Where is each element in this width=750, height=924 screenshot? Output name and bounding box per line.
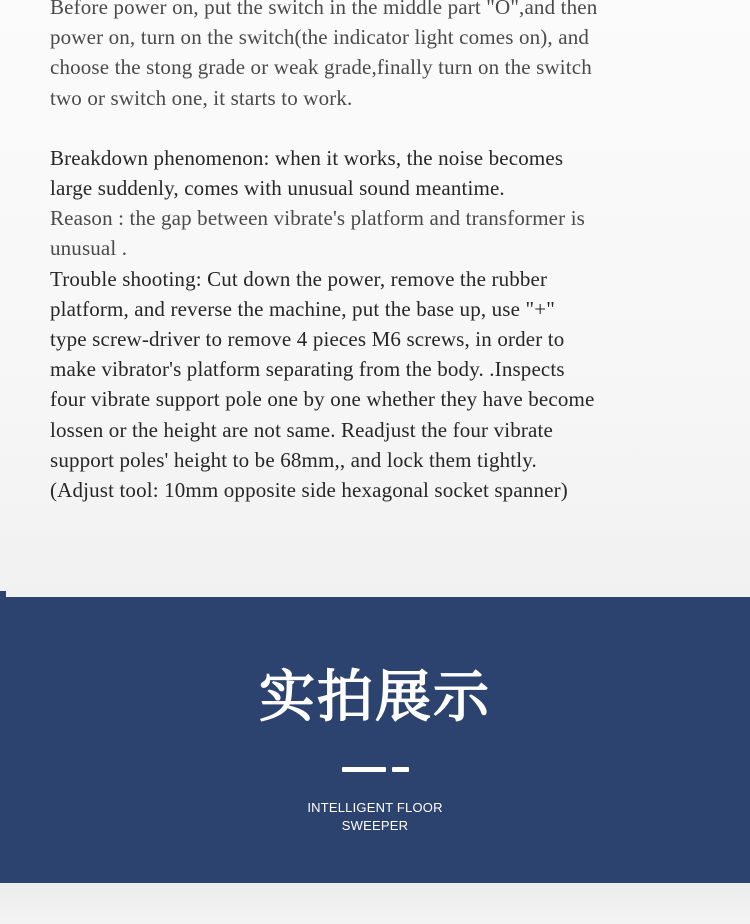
section-banner <box>0 597 750 883</box>
next-section-strip <box>0 883 750 924</box>
text-line: two or switch one, it starts to work. <box>50 85 353 110</box>
startup-instructions <box>50 0 690 113</box>
divider-long <box>342 767 386 772</box>
text-line: support poles' height to be 68mm,, and lock them tightly. <box>50 447 537 472</box>
text-line: make vibrator's platform separating from the body. .Inspects <box>50 357 565 382</box>
text-line: Before power on, put the switch in the middle part "O",and then <box>50 0 598 19</box>
text-line: lossen or the height are not same. Readjust the four vibrate <box>50 417 553 442</box>
subtitle-line: INTELLIGENT FLOOR <box>307 800 443 815</box>
text-line: large suddenly, comes with unusual sound meantime. <box>50 176 505 201</box>
text-line: unusual . <box>50 236 128 261</box>
banner-subtitle <box>0 799 750 835</box>
subtitle-line: SWEEPER <box>341 818 409 833</box>
text-line: choose the stong grade or weak grade,finally turn on the switch <box>50 55 592 80</box>
text-line: (Adjust tool: 10mm opposite side hexagonal socket spanner) <box>50 478 568 503</box>
text-line: Trouble shooting: Cut down the power, remove the rubber <box>50 266 548 291</box>
divider-short <box>392 767 409 772</box>
banner-title: 实拍展示 <box>259 665 491 730</box>
troubleshooting-section <box>50 143 690 505</box>
manual-text <box>50 0 690 505</box>
text-line: type screw-driver to remove 4 pieces M6 screws, in order to <box>50 327 565 352</box>
text-line: Reason : the gap between vibrate's platform and transformer is <box>50 206 585 231</box>
text-line: Breakdown phenomenon: when it works, the noise becomes <box>50 145 564 170</box>
text-line: platform, and reverse the machine, put the base up, use "+" <box>50 296 555 321</box>
text-line: four vibrate support pole one by one whether they have become <box>50 387 595 412</box>
text-line: power on, turn on the switch(the indicator light comes on), and <box>50 25 589 50</box>
